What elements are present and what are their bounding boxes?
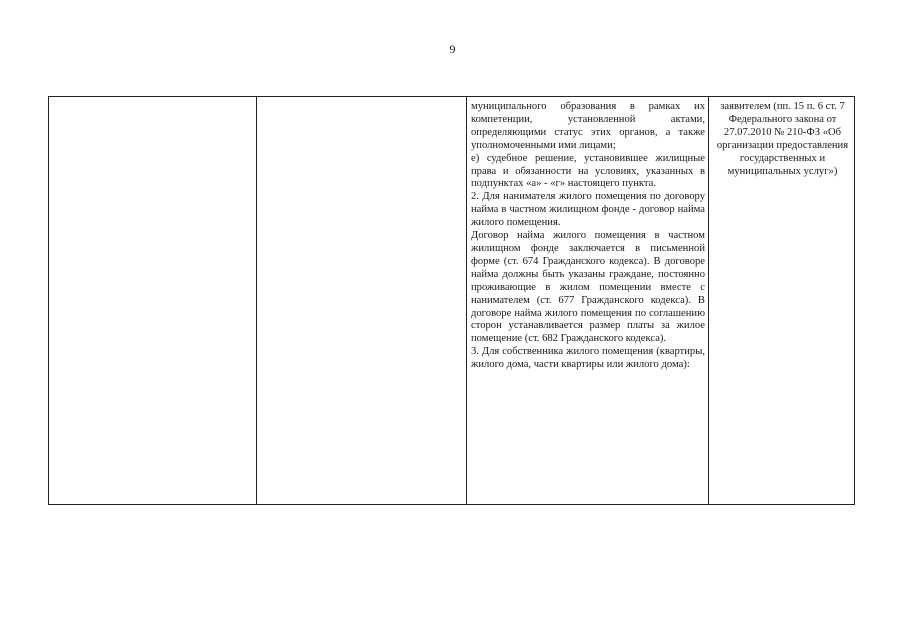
- paragraph-owner: 3. Для собственника жилого помещения (квартиры, жилого дома, части квартиры или жилого дома):: [471, 346, 705, 371]
- paragraph-tenant-contract: 2. Для нанимателя жилого помещения по договору найма в частном жилищном фонде - договор найма жилого помещения.: [471, 191, 705, 229]
- table-cell-col-1: [49, 97, 257, 504]
- table-cell-col-3: [467, 97, 709, 504]
- paragraph-contract-details: Договор найма жилого помещения в частном жилищном фонде заключается в письменной форме (ст. 674 Гражданского кодекса). В договоре найма должны быть указаны граждане, постоянно проживающие в жилом помещении вместе с нанимателем (ст. 677 Гражданского кодекса). В договоре найма жилого помещения по соглашению сторон устанавливается размер платы за жилое помещение (ст. 682 Гражданского кодекса).: [471, 230, 705, 345]
- document-table: [48, 96, 855, 505]
- table-cell-col-4: заявителем (пп. 15 п. 6 ст. 7 Федерального закона от 27.07.2010 № 210-ФЗ «Об организации предоставления государственных и муниципальных услуг»): [716, 101, 849, 177]
- table-cell-col-2: [257, 97, 467, 504]
- paragraph-court-decision: е) судебное решение, установившее жилищные права и обязанности на условиях, указанных в подпунктах «а» - «г» настоящего пункта.: [471, 152, 705, 190]
- paragraph-authority-acts: муниципального образования в рамках их компетенции, установленной актами, определяющими статус этих органов, а также уполномоченными ими лицами;: [471, 101, 705, 151]
- page-number: 9: [449, 42, 456, 56]
